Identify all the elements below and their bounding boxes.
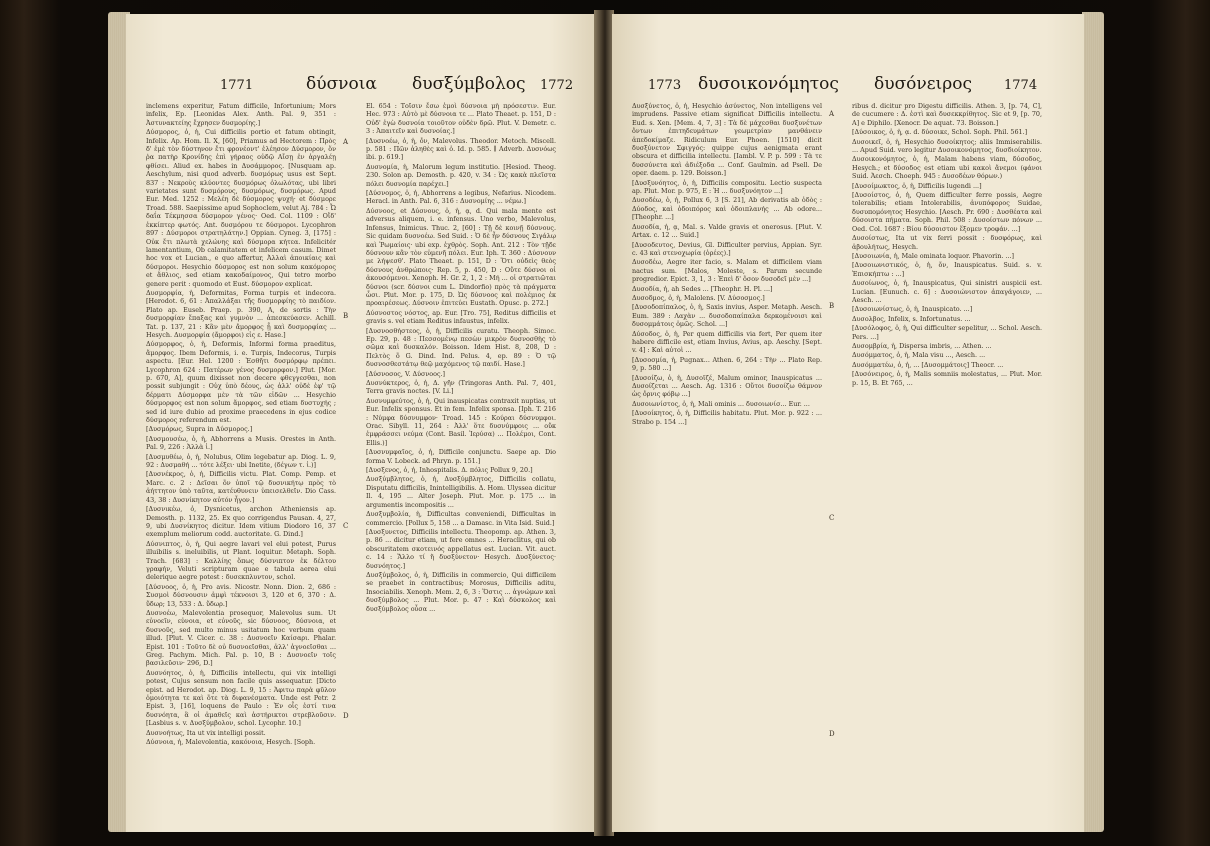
dictionary-entry: Δυσξύμβλητος, ὁ, ἡ, Δυσξύμβλητος, Difficilis collatu, Disputatu difficilis, Inintelligibilis. Δ. Hom. Ulyssea dicitur Il. 4, 195 ... Alter Joseph. Plut. Mor. p. 175 ... in argumentis incompositis ... bbox=[366, 475, 556, 509]
dictionary-entry: Δύσμορφος, ὁ, ἡ, Deformis, Informi forma praeditus, ἄμορφος. Ibem Deformis, i. e. Turpis, Indecorus, Turpis aspectu. [Eur. Hel. 1200 : Ἐσθῆτι δυσμόρφῳ πρέπει. Lycophron 624 : Πατέρων γένος δυσμορφον.] Plut. [Mor. p. 670, A], quum dixisset non decere φθεγγεσθαι, non possit subjungit : Οὐχ ὑπὸ δέους, ὡς ἀλλ' οὐδὲ ἐφ' τῷ δέρματι Δύσμορφα μὲν τὰ τῶν εἰδῶν ... Hesychio δύσμορφος est non solum ἄμορφος, sed etiam δυστυχής ; sed id iure dubio ad proxime praecedens in ejus codice δύσμορος referendum est. bbox=[146, 340, 336, 425]
dictionary-entry: ribus d. dicitur pro Digestu difficilis. Athen. 3, [p. 74, C], de cucumere : Δ. ἐστὶ καὶ δυσεκκρίθητος. Sic et 9, [p. 70, A] e Diphilo. [Xenocr. De aquat. 73. Boisson.] bbox=[852, 102, 1042, 127]
dictionary-entry: [Δυσοσμία, ἡ, Pugnax... Athen. 6, 264 : Τὴν ... Plato Rep. 9, p. 580 ...] bbox=[632, 355, 822, 373]
column-marker: A bbox=[343, 138, 349, 146]
dictionary-entry: Δυσόμματέω, ὁ, ἡ, ... [Δυσομμάτοις] Theocr. ... bbox=[852, 360, 1004, 369]
dictionary-entry: Δυσοδέω, Aegre iter facio, s. Malam et difficilem viam nactus sum. [Malos, Moleste, s. Parum secunde progredior. Epict. 3, 1, 3 : Ἐπεὶ δ' ὅσον δυσοδεῖ μὲν ...] bbox=[632, 258, 822, 284]
left-page-columns bbox=[140, 102, 582, 818]
page-number: 1772 bbox=[540, 78, 574, 93]
right-page-columns bbox=[626, 102, 1070, 818]
dictionary-entry: Δυσοίωνος, ὁ, ἡ, Inauspicatus, Qui sinistri auspicii est. Lucian. [Eunuch. c. 6] : Δυσοιώνιστον ἀπαγάγοιεν, ... Aesch. ... bbox=[852, 279, 1042, 304]
dictionary-entry: [Δύσοικος, ὁ, ἡ, ᾳ. d. δύσοικε, Schol. Soph. Phil. 561.] bbox=[852, 128, 1028, 137]
dictionary-entry: Δυσοικεῖ, ὁ, ἡ, Hesychio δυσοίκητος; aliis Immiserabilis. ... Apud Suid. vero legitur Δυσοικονόμητος, δυσδιοίκητον. bbox=[852, 137, 1042, 155]
dictionary-entry: Δύσνοια, ἡ, Malevolentia, κακόνοια, Hesych. [Soph. bbox=[146, 738, 316, 747]
dictionary-entry: Δυσνομία, ἡ, Malorum legum institutio. [Hesiod. Theog. 230. Solon ap. Demosth. p. 420, v. 34 : Ὡς κακὰ πλεῖστα πόλει δυσνομία παρέχει.] bbox=[366, 162, 556, 188]
dictionary-entry: [Δυσνέκρος, ὁ, ἡ, Difficilis victu. Plat. Comp. Pemp. et Marc. c. 2 : Δεῖσαι ὅν ὑποῖ τῷ δυσνικήτῳ πρὸς τὸ ἀήττητον ὑπὸ ταῦτα, κατέυθυνειν ὑπεισελθεῖν. Dio Cass. 43, 38 : Δυσνίκητον αὐτόν ἦγον.] bbox=[146, 470, 336, 504]
dictionary-entry: Δυσοίστως, Ita ut vix ferri possit : δυσφόρως, καὶ ἀβουλήτως, Hesych. bbox=[852, 234, 1042, 251]
dictionary-entry: [Δυσοδευτος, Devius, Gl. Difficulter pervius, Appian. Syr. c. 43 καὶ στενοχωρία (ὁρέες).] bbox=[632, 240, 822, 257]
dictionary-entry: [Δυσοδοπίπαλος, ὁ, ἡ, Saxis invius, Asper. Metaph. Aesch. Eum. 389 : Λαχὰν ... δυσοδοπαίπαλα δερκομένοισι καὶ δυσομμάτοις ὁμῶς. Schol. ...] bbox=[632, 303, 822, 329]
dictionary-entry: Δυσνύκτερος, ὁ, ἡ, Δ. γῆν (Tringoras Anth. Pal. 7, 401, Terra gravis noctes. [V. Li.] bbox=[366, 379, 556, 396]
dictionary-entry: Δυσνυμφεύτος, ὁ, ἡ, Qui inauspicatas contraxit nuptias, ut Eur. Infelix sponsus. Et in fem. Infelix sponsa. [Iph. T. 216 : Νύμφα δύσνυμφον· Troad. 145 : Κούραι δύσνυμφοι. Orac. Sibyll. 11, 264 : Ἀλλ' ὅτε δυσνύμφοις ... οὔκ ἐμφράσσει νεύμα (Cont. Basil. Ἰερύσα) ... Πολέμοι, Cont. Ellis.)] bbox=[366, 396, 556, 447]
dictionary-entry: [Δύσνομος, ὁ, ἡ, Abhorrens a legibus, Nefarius. Nicodem. Heracl. in Anth. Pal. 6, 316 : Δυσνομίης ... νέμω.] bbox=[366, 189, 556, 206]
headword: δυσοικονόμητος bbox=[698, 74, 839, 94]
column-marker: B bbox=[343, 312, 349, 320]
dictionary-entry: Δυσνόητος, ὁ, ἡ, Difficilis intellectu, qui vix intelligi potest, Cujus sensum non facile quis assequatur. [Dicto epist. ad Herodot. ap. Diog. L. 9, 15 : Ἀφιτω παρὰ φῦλον ὁμοιότητα τε καὶ ὅτε τὰ διφανέσματα. Unde est Petr. 2 Epist. 3, [16], loquens de Paulo : Ἐν οἷς ἐστί τινα δυσνόητα, ἃ οἱ ἀμαθεῖς καὶ ἀστήρικτοι στρεβλοῦσιν. [Lasbius s. v. Δυσξύμβολον, schol. Lycophr. 10.] bbox=[146, 668, 336, 728]
dictionary-entry: Δυσοδία, ἡ, ah Sedes ... [Theophr. H. Pl. ...] bbox=[632, 284, 773, 293]
dictionary-entry: Δυσοδέω, ὁ, ἡ, Pollux 6, 3 [S. 21], Ab derivatis ab ὁδὸς : Δύοδος, καὶ ὁδοιπόρος καὶ ὁδοιπλανής ... Ab odore... [Theophr. ...] bbox=[632, 196, 822, 222]
dictionary-entry: [Δυσμυθέω, ὁ, ἡ, Nolubus, Olim legebatur ap. Diog. L. 9, 92 : Δυσμαθή ... τότε λέξει· ubi Inetite, (δέγων τ. ἰ.)] bbox=[146, 452, 336, 470]
column-marker: C bbox=[829, 514, 835, 522]
dictionary-entry: [Δυσοίκητος, ὁ, ἡ, Difficilis habitatu. Plut. Mor. p. 922 : ... Strabo p. 154 ...] bbox=[632, 409, 822, 426]
dictionary-entry: [Δυσνυμφαῖος, ὁ, ἡ, Difficile conjunctu. Saepe ap. Dio forma V. Lobeck. ad Phryn. p. 151.] bbox=[366, 448, 556, 465]
book-gutter bbox=[594, 10, 614, 836]
dictionary-entry: Δυσνοήτως, Ita ut vix intelligi possit. bbox=[146, 728, 266, 737]
dictionary-entry: Δύσοδος, ὁ, ἡ, Per quem difficilis via fert, Per quem iter habere difficile est, etiam Invius, Avius, ap. Aeschy. [Sept. v. 4] : Καὶ αὐτοὶ ... bbox=[632, 329, 822, 355]
dictionary-entry: inclemens experitur, Fatum difficile, Infortunium; Mors infelix, Ep. [Leonidas Alex. Anth. Pal. 9, 351 : Ἀστυνακτείης ἔχρησεν δυσμορίης.] bbox=[146, 102, 336, 127]
dictionary-entry: [Δυσμόρως, Supra in Δύσμορος.] bbox=[146, 425, 253, 434]
dictionary-entry: Δυσολβος, Infelix, s. Infortunatus. ... bbox=[852, 314, 971, 323]
column-marker: B bbox=[829, 302, 835, 310]
dictionary-entry: Δυσνοέω, Malevolentia prosequor, Malevolus sum. Ut εὐνοεῖν, εὐνοια, et εὐνοῦς, sic δύσνοος, δύσνοια, et δυσνοῦς, sed multo minus usitatum hoc verbum quam illud. [Plut. V. Cicer. c. 38 : Δυσνοεῖν Καίσαρι. Phalar. Epist. 101 : Τοῦτο δὲ οὐ δυσνοεῖσθαι, ἀλλ' ἀγνοεῖσθαι ... Greg. Pachym. Mich. Pal. p. 10, B : Δυσνοεῖν τοῖς βασιλεῦσιν· 296, D.] bbox=[146, 608, 336, 668]
left-page-header bbox=[126, 74, 596, 100]
dictionary-entry: Δυσξυμβολία, ἡ, Difficultas conveniendi, Difficultas in commercio. [Pollux 5, 158 ... a Damasc. in Vita Isid. Suid.] bbox=[366, 510, 556, 527]
dictionary-entry: [Δυσνικέω, ὁ, Dysnicetus, archon Atheniensis ap. Demosth. p. 1132, 25. Ex quo corrigendus Pausan. 4, 27, 9, ubi Δυσνίκητος dicitur. Idem vitium Diodoro 16, 37 exemplum meliorum codd. auctoritate. G. Dind.] bbox=[146, 505, 336, 539]
dictionary-entry: [Δυσοιωνίστως, ὁ, ἡ, Inauspicato. ...] bbox=[852, 305, 973, 314]
dictionary-entry: [Δυσμουσέω, ὁ, ἡ, Abhorrens a Musis. Orestes in Anth. Pal. 9, 226 : Ἀλλὰ ἰ.] bbox=[146, 434, 336, 452]
dictionary-entry: [Δυσόλοφος, ὁ, ἡ, Qui difficulter sepelitur, ... Schol. Aesch. Pers. ...] bbox=[852, 324, 1042, 341]
right-page bbox=[612, 14, 1084, 832]
dictionary-entry: Δυσοιωνίστος, ὁ, ἡ, Mali ominis ... δυσοιωνίσ... Eur. ... bbox=[632, 399, 810, 408]
dictionary-entry: Δυσομβρία, ἡ, Dispersa imbris, ... Athen. ... bbox=[852, 341, 992, 350]
dictionary-entry: Δυσοδμος, ὁ, ἡ, Malolens. [V. Δύσοσμος.] bbox=[632, 293, 765, 302]
dictionary-entry: [Δυσοίστος, ὁ, ἡ, Quem difficulter ferre possis, Aegre tolerabilis; etiam Intolerabilis, ἀνυπόφορος Suidae, δυσυπομόνητος Hesychio. [Aesch. Pr. 690 : Δυσθέατα καὶ δύσοιστα πήματα. Soph. Phil. 508 : Δυσοίστων πόνων ... Oed. Col. 1687 : Βίου δύσοιστον ἕξομεν τροφάν. ...] bbox=[852, 191, 1042, 233]
left-page bbox=[126, 14, 596, 832]
dictionary-entry: Δυσοικονόμητος, ὁ, ἡ, Malam habens viam, δύσοδος, Hesych.; et δύσοδος est etiam ubi κακοὶ ἄνεμοι (φάνοι Suid. Ἀεσch. Choeph. 945 : Δυσοδέων θόρων.) bbox=[852, 155, 1042, 181]
dictionary-entry: Δύσνιπτος, ὁ, ἡ, Qui aegre lavari vel elui potest, Purus illuibilis s. ineluibilis, ut Plant. loquitur. Metaph. Soph. Trach. [683] : Καλλίης ὅπως δύσνιπτον ἐκ δέλτου γραφήν, Veluti scripturam quae e tabula aerea elui delerique aegre potest : δυσεκπλυντον, schol. bbox=[146, 539, 336, 582]
headword: δύσνοια bbox=[306, 74, 377, 94]
dictionary-entry: Δύσμορος, ὁ, ἡ, Cui difficilis portio et fatum obtingit, Infelix. Ap. Hom. Il. X, [60], Priamus ad Hectorem : Πρὸς δ' ἐμὲ τὸν δύστηνον ἔτι φρονέοντ' ἐλέησον Δύσμορον, ὅν ῥα πατὴρ Κρονίδης ἐπὶ γήραος οὐδῷ Αἴσῃ ἐν ἀργαλέῃ φθίσει. Aliud ex. habes in Δυσάμμορος. [Nusquam ap. Aeschylum, nisi quod adverb. δυσμόρως usus est Sept. 837 : Νεκροὺς κλύοντες δυσμόρως ὀλωλότας, ubi libri varietates sunt δυσμόρους, δυσμόρως, δυσμόρως. Apud Eur. Med. 1252 : Μελέη δὲ δύσμορος ψυχή· et δύσμορε Troad. 588. Saepissime apud Sophoclem, velut Aj. 784 : Ὦ δαΐα Τέκμησσα δύσμορον γένος· Oed. Col. 1109 : Οἴδ' ἐκκίπτερ φωτός. Ant. δυσμόρου τε δύσμοροι. Lycophron 897 : Δύσμοροι στρατηλάτην.] Oppian. Cyneg. 3, [175] : Οὐκ ἔτι πλωτὰ χελώνης καὶ δύσμορα κήτεα. Infelicitér lamentantium, Ob calamitatem et infelicem casum. Dimet hoc vox et Lucian., e quo affertur, Ἀλλαὶ ἀποικίαις καὶ δύσμοροι. Hesychio δύσμορος est non solum κακόμορος et ἄθλιος, sed etiam κακοδαίμονος, Qui tetro morbo genere perit : quomodo et Eust. δύσμορον explicat. bbox=[146, 128, 336, 288]
dictionary-entry: [Δύσνοσος, V. Δύσνοος.] bbox=[366, 369, 446, 378]
text-column bbox=[146, 102, 336, 818]
dictionary-entry: [Δυσξυνετος, Difficilis intellectu. Theopomp. ap. Athen. 3, p. 86 ... dicitur etiam, ut fere omnes ... Heraclitus, qui ob obscuritatem σκοτεινός appellatus est. Lucian. Vit. auct. c. 14 : Ἄλλο τί ἢ δυσξύνετον· Hesych. Δυσξύνετος· δυσνόητος.] bbox=[366, 527, 556, 570]
page-number: 1774 bbox=[1004, 78, 1038, 93]
dictionary-entry: Δυσξύμβολος, ὁ, ἡ, Difficilis in commercio, Qui difficilem se praebet in contractibus; Morosus, Difficilis aditu, Insociabilis. Xenoph. Mem. 2, 6, 3 : Ὅστις ... ἀγνώμων καὶ δυσξύμβολος ... Plut. Mor. p. 47 : Καὶ δύσκολος καὶ δυσξύμβολος οὖσα ... bbox=[366, 570, 556, 613]
dictionary-entry: [Δυσόνειρος, ὁ, ἡ, Malis somniis molestatus, ... Plut. Mor. p. 15, B. Et 765, ... bbox=[852, 370, 1042, 387]
dictionary-entry: Δυσοδία, ἡ, ᾳ, Mal. s. Valde gravis et onerosus. [Plut. V. Artax. c. 12 ... Suid.] bbox=[632, 222, 822, 240]
column-marker: C bbox=[343, 522, 349, 530]
dictionary-entry: [Δυσοιωνία, ἡ, Male ominata loquor. Phavorin. ...] bbox=[852, 251, 1014, 260]
right-page-header bbox=[612, 74, 1084, 100]
column-marker: D bbox=[343, 712, 349, 720]
dictionary-entry: Δύσνοος, et Δύσνους, ὁ, ἡ, ᾳ, d. Qui mala mente est adversus aliquem, i. e. infensus. Uno verbo, Malevolus, Infensus, Inimicus. Thuc. 2, [60] : Τῇ δὲ κοινῇ δύσνους. Sic quidam δυσνοέω. Sed Suid. : Ὁ δὲ ἦν δύσνους Σιγάλῳ καὶ Ῥωμαίοις· ubi exp. ἐχθρὸς. Soph. Ant. 212 : Τὸν τῇδε δύσνουν κἂν τὸν εὐμενῆ πόλει. Eur. Iph. T. 360 : Δύσνουν με λήψεσθ'. Plato Theaet. p. 151, D : Ὅτι οὐδεὶς θεὸς δύσνους ἀνθρώποις· Rep. 5, p. 450, D : Οὔτε δύσνοι οἱ ἀκουσόμενοι. Xenoph. H. Gr. 2, 1, 2 : Μή ... οἱ στρατιῶται δύσνοι (scr. δύσνοι cum L. Dindorfio) πρὸς τὰ πράγματα ὦσι. Plut. Mor. p. 175, D. Ὡς δύσνοος καὶ πολέμιος ἐκ προαιρέσεως. Δύσνοιν ἐπιτεύει Eustath. Opusc. p. 272.] bbox=[366, 206, 556, 308]
column-marker: A bbox=[829, 110, 835, 118]
headword: δυσξύμβολος bbox=[412, 74, 526, 94]
page-number: 1771 bbox=[220, 78, 254, 93]
dictionary-entry: El. 654 : Τοῖσιν ἔσω ἐμοὶ δύσνοια μὴ πρόσεστιν. Eur. Hec. 973 : Αὐτὸ μὲ δύσνοια τε ... Plato Theaet. p. 151, D : Οὐδ' ἐγὼ δυσνοία τοιοῦτον οὐδὲν δρῶ. Plut. V. Demetr. c. 3 : Ἀπαιτεῖν καὶ δυσνοίας.] bbox=[366, 102, 556, 136]
text-column bbox=[632, 102, 822, 818]
dictionary-entry: Δύσνοστος νόστος, ap. Eur. [Tro. 75], Reditus difficilis et gravis s. vel etiam Reditus infaustus, infelix. bbox=[366, 308, 556, 326]
page-stack-right bbox=[1082, 12, 1104, 832]
dictionary-entry: [Δυσνοσθήστεος, ὁ, ἡ, Difficilis curatu. Theoph. Simoc. Ep. 29, p. 48 : Πεσσομένῳ πεσὼν μικρὸν δυσνοσθὴς τὸ σῶμα καὶ δυσκαλόν. Boisson. Idem Hist. 8, 208, D : Πελτὸς ὅ G. Dind. Ind. Pelus. 4, ep. 89 : Ὁ τῷ δυσνοσθεστάτῳ θεῷ μαχόμενος τῷ παιδί. Hase.] bbox=[366, 326, 556, 369]
dictionary-entry: [Δυσξυνόητος, ὁ, ἡ, Difficilis compositu. Lectio suspecta ap. Plut. Mor. p. 975, E : Ἡ ... δυσξυνόητον ...] bbox=[632, 178, 822, 196]
text-column bbox=[852, 102, 1042, 818]
page-number: 1773 bbox=[648, 78, 682, 93]
dictionary-entry: Δυσξύνετος, ὁ, ἡ, Hesychio ἀσύνετος, Non intelligens vel imprudens. Passive etiam significat Difficilis intellectu. Eud. s. Xen. [Mem. 4, 7, 3] : Τὰ δὲ μάχεσθαι δυσξυνέτων ὄντων ἐπιτηδευμάτων γεωμετρίαν μανθάνειν ἀπεδοκίμαζε. Ridiculum Eur. Phoen. [1510] dicit δυσξύνετον Σφιγγός: quippe cujus aenigmata erant obscura et difficilia intellectu. [Iambl. V. P. p. 599 : Τὰ τε δυσσύνετα καὶ ἀδιέξοδα ... Conf. Gaulmin. ad Psell. De oper. daem. p. 129. Boisson.] bbox=[632, 102, 822, 178]
dictionary-entry: [Δυσοιωνιστικός, ὁ, ἡ, ὄν, Inauspicatus. Suid. s. v. Ἐπισκήπτω : ...] bbox=[852, 261, 1042, 278]
column-marker: D bbox=[829, 730, 835, 738]
dictionary-entry: [Δυσοίζω, ὁ, ἡ, Δυσοϊζέ, Malum ominor, Inauspicatus ... Δυσοίζεται ... Aesch. Ag. 1316 : Οὔτοι δυσοίζω θάμνον ὡς ὄρνις φόβῳ ...] bbox=[632, 373, 822, 399]
dictionary-entry: [Δυσξενος, ὁ, ἡ, Inhospitalis. Δ. πόλις Pollux 9, 20.] bbox=[366, 466, 533, 475]
text-column bbox=[366, 102, 556, 818]
dictionary-entry: [Δύσνοος, ὁ, ἡ, Pro avis. Nicostr. Nonn. Dion. 2, 686 : Συσμοὶ δύσνουσιν ἀμφὶ τέκνοισι 3, 120 et 6, 370 : Δ. ὕδωρ; 13, 533 : Δ. ὕδωρ.] bbox=[146, 582, 336, 608]
dictionary-entry: [Δυσνοέω, ὁ, ἡ, ὄν, Malevolus. Theodor. Metoch. Miscell. p. 581 : Πῶν ἀληθὲς καὶ ὁ. Id. p. 585. ∥ Adverb. Δυσνόως ibi. p. 619.] bbox=[366, 136, 556, 162]
dictionary-entry: Δυσμορφία, ἡ, Deformitas, Forma turpis et indecora. [Herodot. 6, 61 : Ἀπαλλάξαι τῆς δυσμορφίης τὸ παιδίον. Plato ap. Euseb. Praep. p. 390, A, de sortis : Τὴν δυσμορφίαν ἔπαξας καὶ γυμνὸν ... ἀπεσκεύασεν. Achill. Tat. p. 137, 21 : Κἂν μὲν ἄμορφος ᾖ καὶ δυσμορφίας ... Hesych. Δυσμορφία (ἄμορφοι) εἰς ε. Hase.] bbox=[146, 288, 336, 339]
dictionary-entry: Δυσόμματος, ὁ, ἡ, Mala visu ..., Aesch. ... bbox=[852, 351, 986, 360]
headword: δυσόνειρος bbox=[874, 74, 972, 94]
dictionary-entry: [Δυσοίμωκτος, ὁ, ἡ, Difficilis lugendi ...] bbox=[852, 181, 982, 190]
